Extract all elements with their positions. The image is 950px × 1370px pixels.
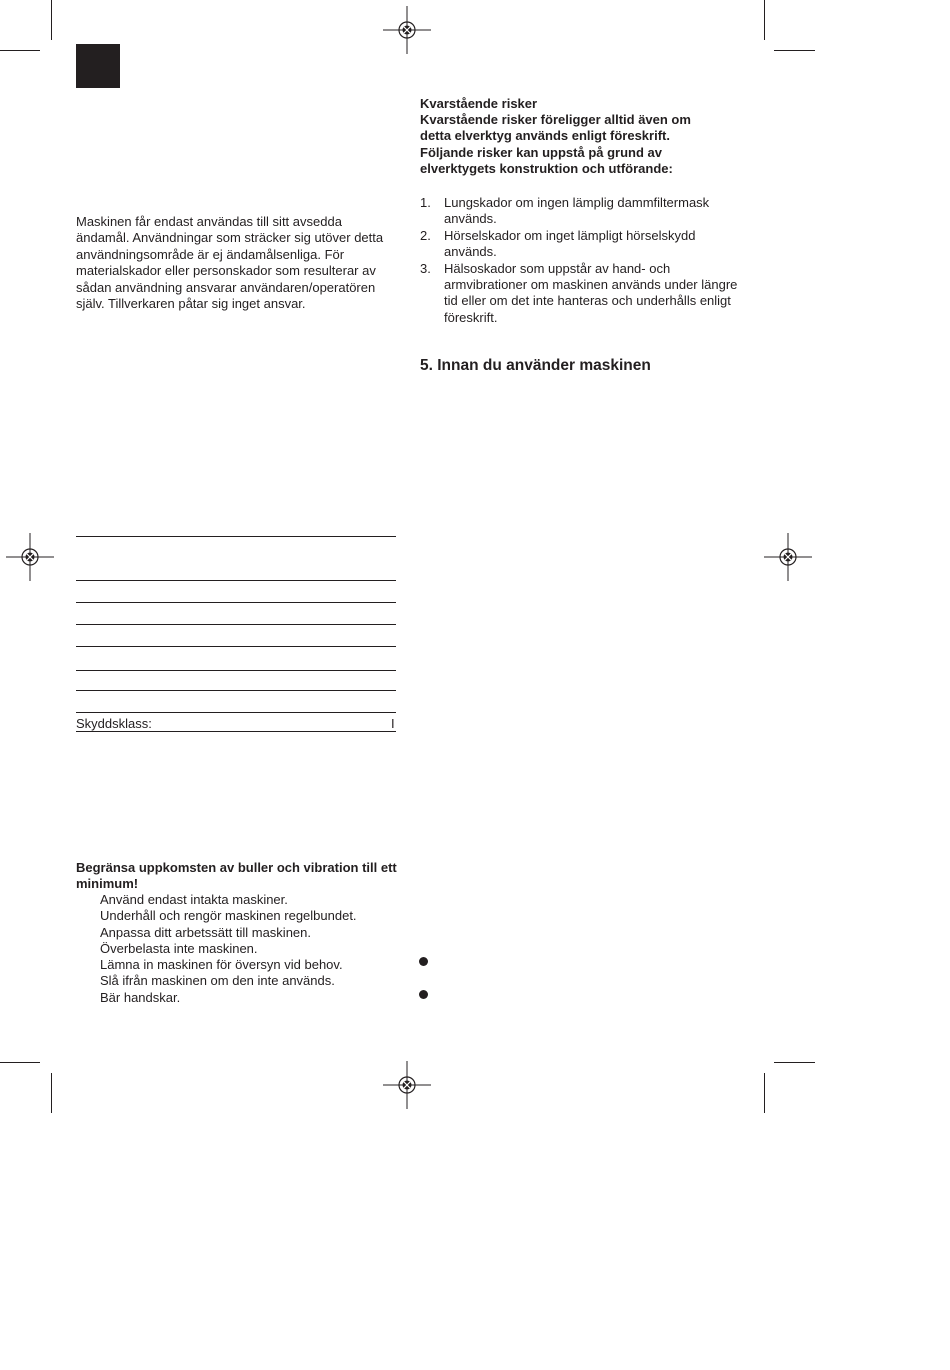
crop-mark <box>764 0 765 40</box>
risk-intro: Kvarstående risker föreligger alltid även om detta elverktyg används enligt föreskrift. Följande risker kan uppstå på grund av elverktygets konstruktion och utförande: <box>420 112 691 177</box>
list-item-text: Hörselskador om inget lämpligt hörselskydd används. <box>444 227 696 260</box>
table-divider <box>76 536 396 537</box>
list-item-text: Lungskador om ingen lämplig dammfiltermask används. <box>444 195 710 227</box>
list-item <box>420 195 740 228</box>
crop-mark <box>0 1062 40 1063</box>
bullet-icon <box>419 957 428 966</box>
crop-mark <box>51 1073 52 1113</box>
risk-title: Kvarstående risker <box>420 96 538 111</box>
list-item <box>420 228 740 261</box>
bullet-icon <box>419 990 428 999</box>
language-box <box>76 44 120 88</box>
list-item-text: Hälsoskador som uppstår av hand- och armvibrationer om maskinen används under längre tid eller om det inte hanteras och underhålls enligt föreskrift. <box>444 260 738 325</box>
registration-mark-icon <box>383 1061 431 1109</box>
table-divider <box>76 646 396 647</box>
table-divider <box>76 670 396 671</box>
list-item: Anpassa ditt arbetssätt till maskinen. <box>100 924 311 940</box>
crop-mark <box>774 50 815 51</box>
list-item: Använd endast intakta maskiner. <box>100 892 288 907</box>
list-item: Lämna in maskinen för översyn vid behov. <box>100 957 343 973</box>
registration-mark-icon <box>764 533 812 581</box>
list-item <box>420 261 740 327</box>
noise-list <box>100 892 357 1006</box>
table-divider <box>76 580 396 581</box>
table-divider <box>76 690 396 691</box>
list-item: Underhåll och rengör maskinen regelbundet. <box>100 908 357 924</box>
risk-list <box>420 195 740 326</box>
registration-mark-icon <box>383 6 431 54</box>
list-item: Slå ifrån maskinen om den inte används. <box>100 973 335 989</box>
intended-use-paragraph: Maskinen får endast användas till sitt avsedda ändamål. Användningar som sträcker sig utöver detta användningsområde är ej ändamålsenliga. För materialskador eller personskador som resulterar av sådan användning ansvarar användaren/operatören själv. Tillverkaren påtar sig inget ansvar. <box>76 214 384 312</box>
registration-mark-icon <box>6 533 54 581</box>
list-number: 1. <box>420 195 431 210</box>
table-divider <box>76 712 396 713</box>
protection-class-label: Skyddsklass: <box>76 716 152 731</box>
noise-heading: Begränsa uppkomsten av buller och vibration till ett minimum! <box>76 860 397 892</box>
section-heading: 5. Innan du använder maskinen <box>420 357 651 374</box>
crop-mark <box>51 0 52 40</box>
table-divider <box>76 624 396 625</box>
crop-mark <box>0 50 40 51</box>
crop-mark <box>774 1062 815 1063</box>
crop-mark <box>764 1073 765 1113</box>
protection-class-value: I <box>391 716 395 731</box>
list-number: 2. <box>420 227 431 243</box>
list-item: Överbelasta inte maskinen. <box>100 940 258 956</box>
table-divider <box>76 731 396 732</box>
table-divider <box>76 602 396 603</box>
list-item: Bär handskar. <box>100 989 181 1005</box>
list-number: 3. <box>420 260 431 276</box>
